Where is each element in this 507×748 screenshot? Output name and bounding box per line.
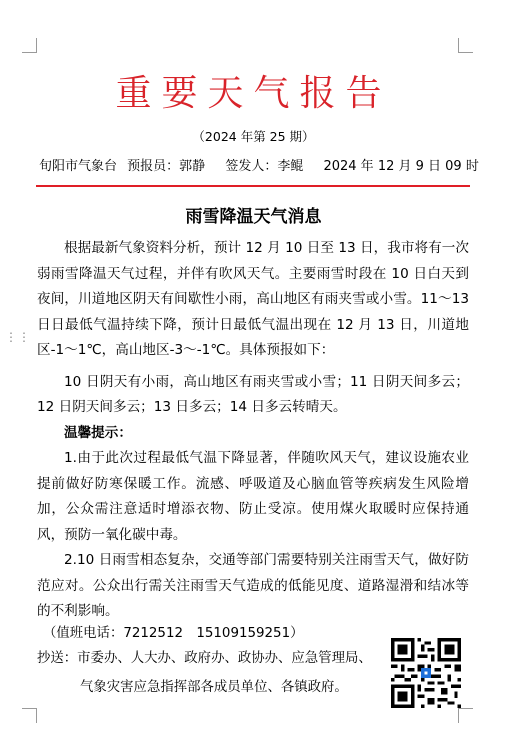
- forecaster: 预报员：郭静: [127, 159, 206, 174]
- report-title: 重要天气报告: [115, 73, 392, 114]
- issue-number: （2024 年第 25 期）: [192, 129, 315, 144]
- crop-mark-bottom-right: [458, 708, 473, 723]
- crop-mark-top-right: [458, 38, 473, 53]
- drag-handle-icon[interactable]: ⋮⋮: [5, 330, 31, 344]
- cc-recipients-line2: 气象灾害应急指挥部各成员单位、各镇政府。: [80, 680, 348, 695]
- cc-label: 抄送：: [37, 651, 78, 666]
- cc-recipients: 市委办、人大办、政府办、政协办、应急管理局、: [77, 651, 372, 666]
- tip-item: 2.10 日雨雪相态复杂，交通等部门需要特别关注雨雪天气，做好防范应对。公众出行需关注雨雪天气造成的低能见度、道路湿滑和结冰等的不利影响。: [37, 552, 469, 619]
- crop-mark-bottom-left: [22, 708, 37, 723]
- report-body: [37, 236, 469, 625]
- body-paragraph: 根据最新气象资料分析，预计 12 月 10 日至 13 日，我市将有一次弱雨雪降温天气过程，并伴有吹风天气。主要雨雪时段在 10 日白天到夜间，川道地区阴天有间歇性小雨，高山地区有雨夹雪或小雪。11～13 日日最低气温持续下降，预计日最低气温出现在 12 月 13 日，川道地区-1～1℃，高山地区-3～-1℃。具体预报如下：: [37, 240, 469, 358]
- duty-hotline: （值班电话：7212512 15109159251）: [43, 626, 304, 641]
- red-divider: [36, 185, 470, 187]
- tips-heading: 温馨提示：: [64, 424, 132, 441]
- issue-datetime: 2024 年 12 月 9 日 09 时: [323, 159, 479, 174]
- station-name: 旬阳市气象台: [39, 159, 118, 174]
- report-meta: [39, 158, 479, 176]
- headline: 雨雪降温天气消息: [185, 207, 322, 227]
- forecast-paragraph: 10 日阴天有小雨，高山地区有雨夹雪或小雪；11 日阴天间多云；12 日阴天间多云；13 日多云；14 日多云转晴天。: [37, 373, 469, 415]
- tip-item: 1.由于此次过程最低气温下降显著，伴随吹风天气，建议设施农业提前做好防寒保暖工作。流感、呼吸道及心脑血管等疾病发生风险增加，公众需注意适时增添衣物、防止受凉。使用煤火取暖时应保持通风，预防一氧化碳中毒。: [37, 450, 469, 543]
- qr-code-icon: [391, 638, 461, 708]
- crop-mark-top-left: [22, 38, 37, 53]
- signer: 签发人：李鲲: [225, 159, 304, 174]
